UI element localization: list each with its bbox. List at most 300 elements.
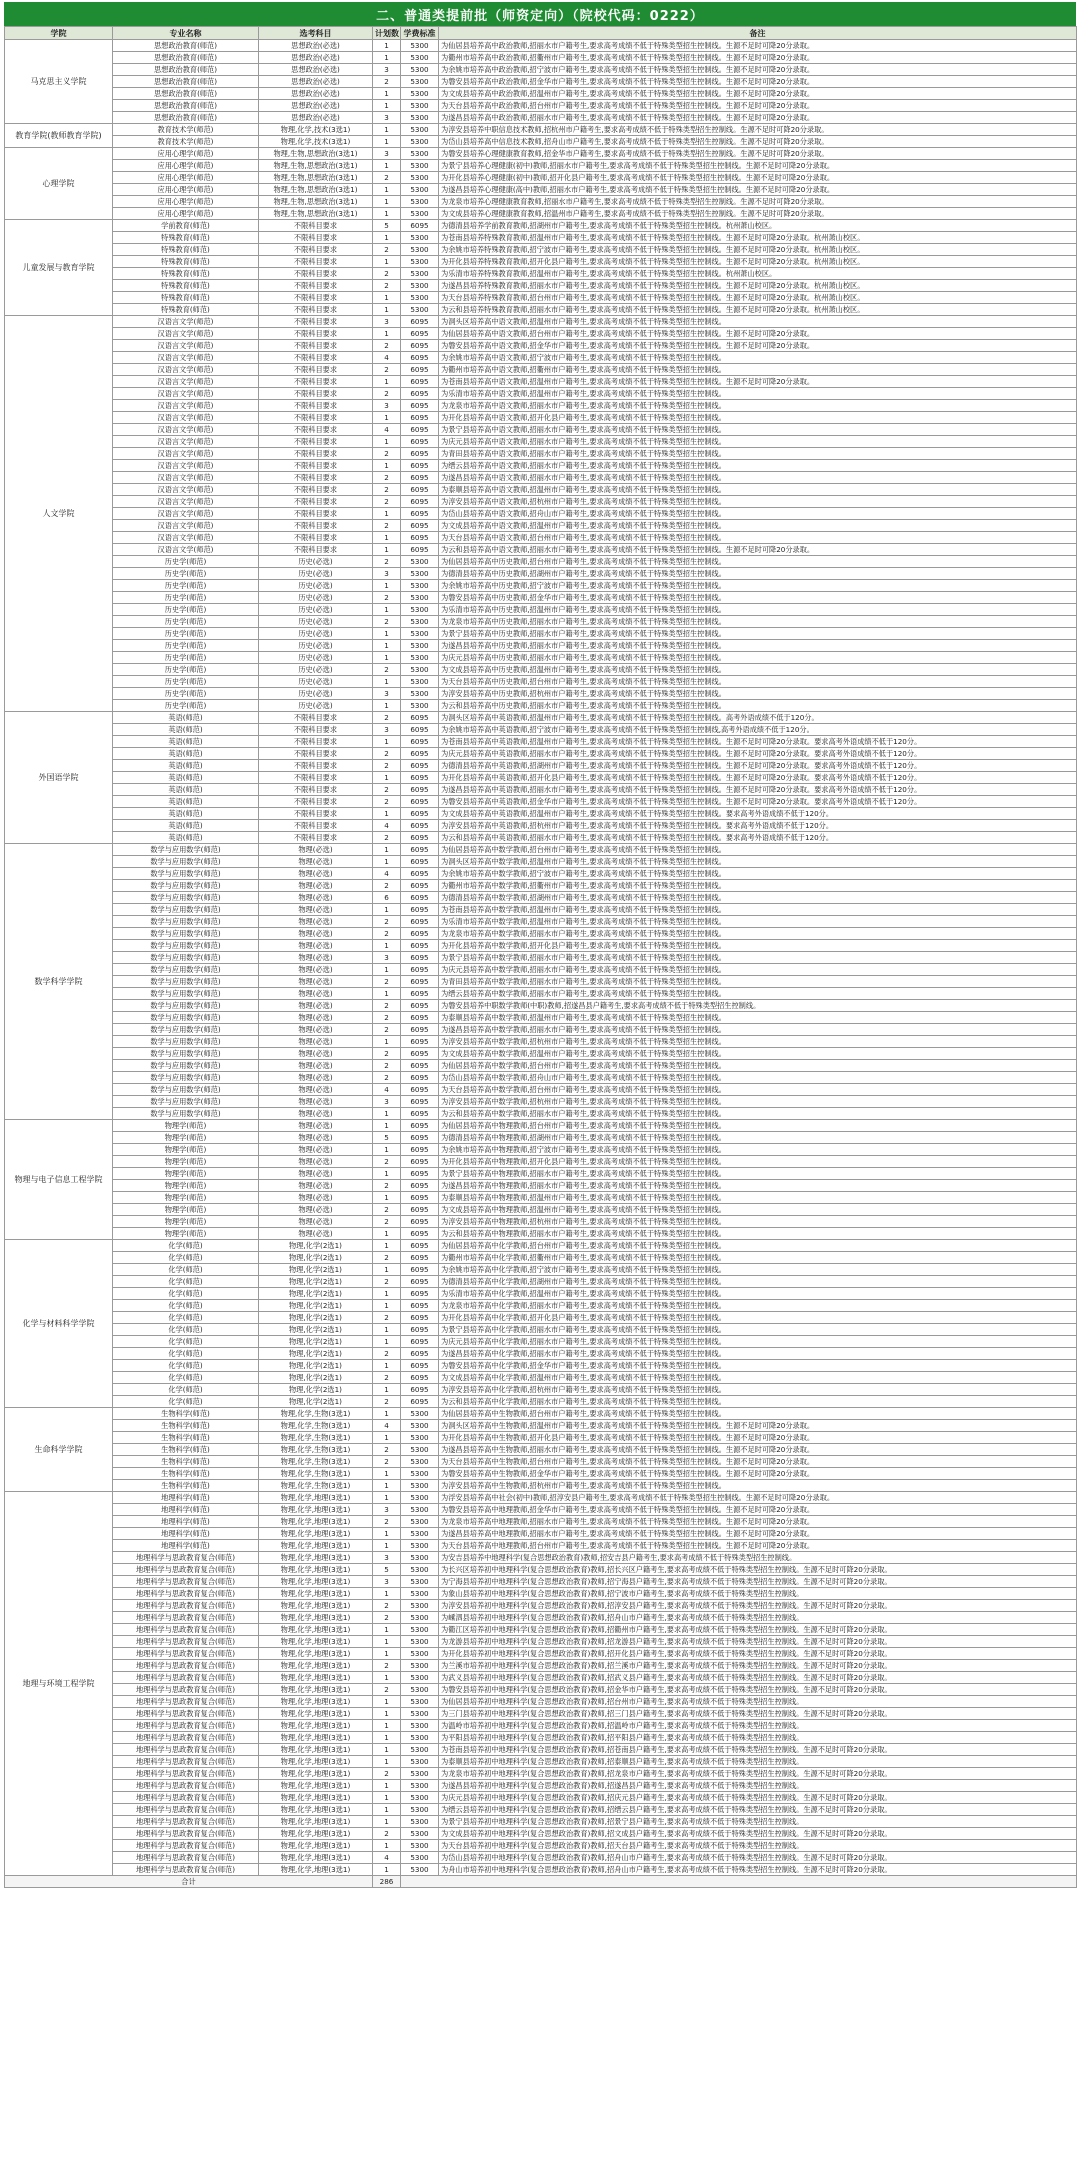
subjects-cell: 物理(必选) — [259, 1108, 373, 1120]
major-cell: 汉语言文学(师范) — [113, 364, 259, 376]
plan-count-cell: 1 — [373, 1528, 401, 1540]
plan-count-cell: 1 — [373, 292, 401, 304]
major-cell: 汉语言文学(师范) — [113, 448, 259, 460]
table-row — [5, 1048, 1077, 1060]
major-cell: 思想政治教育(师范) — [113, 52, 259, 64]
major-cell: 数学与应用数学(师范) — [113, 916, 259, 928]
table-row — [5, 1540, 1077, 1552]
tuition-cell: 6095 — [401, 1252, 439, 1264]
major-cell: 汉语言文学(师范) — [113, 460, 259, 472]
major-cell: 思想政治教育(师范) — [113, 64, 259, 76]
note-cell: 为遂昌县培养高中英语教师,招丽水市户籍考生,要求高考成绩不低于特殊类型招生控制线。生源不足时可降20分录取。要求高考外语成绩不低于120分。 — [439, 784, 1077, 796]
tuition-cell: 5300 — [401, 1708, 439, 1720]
note-cell: 为龙泉市培养高中语文教师,招丽水市户籍考生,要求高考成绩不低于特殊类型招生控制线。 — [439, 400, 1077, 412]
table-row — [5, 1840, 1077, 1852]
tuition-cell: 6095 — [401, 1060, 439, 1072]
plan-count-cell: 2 — [373, 448, 401, 460]
tuition-cell: 5300 — [401, 1564, 439, 1576]
plan-count-cell: 1 — [373, 1492, 401, 1504]
table-row — [5, 1804, 1077, 1816]
tuition-cell: 6095 — [401, 1348, 439, 1360]
note-cell: 为余姚市培养高中数学教师,招宁波市户籍考生,要求高考成绩不低于特殊类型招生控制线。 — [439, 868, 1077, 880]
subjects-cell: 物理(必选) — [259, 856, 373, 868]
tuition-cell: 6095 — [401, 508, 439, 520]
subjects-cell: 物理,化学,地理(3选1) — [259, 1588, 373, 1600]
tuition-cell: 5300 — [401, 1792, 439, 1804]
plan-count-cell: 1 — [373, 964, 401, 976]
subjects-cell: 物理,化学,技术(3选1) — [259, 124, 373, 136]
plan-count-cell: 1 — [373, 88, 401, 100]
subjects-cell: 不限科目要求 — [259, 328, 373, 340]
major-cell: 应用心理学(师范) — [113, 196, 259, 208]
tuition-cell: 6095 — [401, 736, 439, 748]
subjects-cell: 物理(必选) — [259, 1072, 373, 1084]
table-row — [5, 1684, 1077, 1696]
note-cell: 为庆元县培养高中化学教师,招丽水市户籍考生,要求高考成绩不低于特殊类型招生控制线。 — [439, 1336, 1077, 1348]
note-cell: 为泰顺县培养高中数学教师,招温州市户籍考生,要求高考成绩不低于特殊类型招生控制线。 — [439, 1012, 1077, 1024]
tuition-cell: 5300 — [401, 184, 439, 196]
table-row — [5, 328, 1077, 340]
note-cell: 为三门县培养初中地理科学(复合思想政治教育)教师,招三门县户籍考生,要求高考成绩不低于特殊类型招生控制线。生源不足时可降20分录取。 — [439, 1708, 1077, 1720]
plan-count-cell: 1 — [373, 700, 401, 712]
table-row — [5, 1396, 1077, 1408]
major-cell: 历史学(师范) — [113, 676, 259, 688]
tuition-cell: 5300 — [401, 280, 439, 292]
subjects-cell: 历史(必选) — [259, 640, 373, 652]
major-cell: 数学与应用数学(师范) — [113, 868, 259, 880]
note-cell: 为龙泉市培养高中历史教师,招丽水市户籍考生,要求高考成绩不低于特殊类型招生控制线。 — [439, 616, 1077, 628]
major-cell: 思想政治教育(师范) — [113, 40, 259, 52]
note-cell: 为云和县培养高中化学教师,招丽水市户籍考生,要求高考成绩不低于特殊类型招生控制线。 — [439, 1396, 1077, 1408]
plan-count-cell: 1 — [373, 1480, 401, 1492]
subjects-cell: 物理,化学(2选1) — [259, 1240, 373, 1252]
plan-count-cell: 4 — [373, 352, 401, 364]
major-cell: 物理学(师范) — [113, 1168, 259, 1180]
major-cell: 物理学(师范) — [113, 1120, 259, 1132]
major-cell: 教育技术学(师范) — [113, 136, 259, 148]
subjects-cell: 物理,化学,地理(3选1) — [259, 1612, 373, 1624]
plan-count-cell: 2 — [373, 1372, 401, 1384]
tuition-cell: 6095 — [401, 772, 439, 784]
plan-count-cell: 2 — [373, 1048, 401, 1060]
plan-count-cell: 1 — [373, 1540, 401, 1552]
major-cell: 数学与应用数学(师范) — [113, 856, 259, 868]
note-cell: 为宁海县培养初中地理科学(复合思想政治教育)教师,招宁海县户籍考生,要求高考成绩不低于特殊类型招生控制线。生源不足时可降20分录取。 — [439, 1576, 1077, 1588]
major-cell: 数学与应用数学(师范) — [113, 964, 259, 976]
table-row — [5, 1864, 1077, 1876]
table-row — [5, 1192, 1077, 1204]
tuition-cell: 5300 — [401, 136, 439, 148]
note-cell: 为云和县培养高中语文教师,招丽水市户籍考生,要求高考成绩不低于特殊类型招生控制线。生源不足时可降20分录取。 — [439, 544, 1077, 556]
subjects-cell: 物理(必选) — [259, 1060, 373, 1072]
note-cell: 为余姚市培养高中英语教师,招宁波市户籍考生,要求高考成绩不低于特殊类型招生控制线,高考外语成绩不低于120分。 — [439, 724, 1077, 736]
plan-count-cell: 1 — [373, 1408, 401, 1420]
major-cell: 地理科学与思政教育复合(师范) — [113, 1732, 259, 1744]
major-cell: 地理科学与思政教育复合(师范) — [113, 1828, 259, 1840]
plan-count-cell: 1 — [373, 1804, 401, 1816]
tuition-cell: 6095 — [401, 1204, 439, 1216]
tuition-cell: 6095 — [401, 1192, 439, 1204]
major-cell: 特殊教育(师范) — [113, 244, 259, 256]
major-cell: 地理科学与思政教育复合(师范) — [113, 1720, 259, 1732]
note-cell: 为洞头区培养高中数学教师,招温州市户籍考生,要求高考成绩不低于特殊类型招生控制线。 — [439, 856, 1077, 868]
table-row — [5, 1372, 1077, 1384]
tuition-cell: 5300 — [401, 268, 439, 280]
tuition-cell: 6095 — [401, 760, 439, 772]
table-row — [5, 592, 1077, 604]
plan-count-cell: 2 — [373, 1516, 401, 1528]
major-cell: 化学(师范) — [113, 1360, 259, 1372]
major-cell: 生物科学(师范) — [113, 1432, 259, 1444]
plan-count-cell: 1 — [373, 1228, 401, 1240]
subjects-cell: 不限科目要求 — [259, 712, 373, 724]
plan-count-cell: 1 — [373, 1696, 401, 1708]
tuition-cell: 5300 — [401, 1744, 439, 1756]
plan-count-cell: 2 — [373, 784, 401, 796]
subjects-cell: 不限科目要求 — [259, 280, 373, 292]
plan-count-cell: 1 — [373, 856, 401, 868]
subjects-cell: 物理,化学,地理(3选1) — [259, 1696, 373, 1708]
major-cell: 应用心理学(师范) — [113, 160, 259, 172]
note-cell: 为苍南县培养高中语文教师,招温州市户籍考生,要求高考成绩不低于特殊类型招生控制线。生源不足时可降20分录取。 — [439, 376, 1077, 388]
tuition-cell: 5300 — [401, 292, 439, 304]
table-row — [5, 1648, 1077, 1660]
plan-count-cell: 1 — [373, 940, 401, 952]
tuition-cell: 5300 — [401, 592, 439, 604]
major-cell: 生物科学(师范) — [113, 1480, 259, 1492]
plan-count-cell: 1 — [373, 1756, 401, 1768]
subjects-cell: 物理,生物,思想政治(3选1) — [259, 196, 373, 208]
major-cell: 数学与应用数学(师范) — [113, 1108, 259, 1120]
table-row — [5, 484, 1077, 496]
note-cell: 为遂昌县培养高中物理教师,招丽水市户籍考生,要求高考成绩不低于特殊类型招生控制线。 — [439, 1180, 1077, 1192]
table-row — [5, 856, 1077, 868]
major-cell: 英语(师范) — [113, 796, 259, 808]
major-cell: 化学(师范) — [113, 1348, 259, 1360]
college-cell: 马克思主义学院 — [5, 40, 113, 124]
major-cell: 物理学(师范) — [113, 1216, 259, 1228]
note-cell: 为缙云县培养初中地理科学(复合思想政治教育)教师,招缙云县户籍考生,要求高考成绩不低于特殊类型招生控制线。生源不足时可降20分录取。 — [439, 1804, 1077, 1816]
plan-count-cell: 1 — [373, 40, 401, 52]
subjects-cell: 物理,化学,地理(3选1) — [259, 1528, 373, 1540]
note-cell: 为德清县培养高中历史教师,招湖州市户籍考生,要求高考成绩不低于特殊类型招生控制线。 — [439, 568, 1077, 580]
tuition-cell: 5300 — [401, 1804, 439, 1816]
tuition-cell: 6095 — [401, 844, 439, 856]
table-row — [5, 1072, 1077, 1084]
table-row — [5, 1624, 1077, 1636]
plan-count-cell: 3 — [373, 1096, 401, 1108]
major-cell: 历史学(师范) — [113, 640, 259, 652]
subjects-cell: 物理(必选) — [259, 1120, 373, 1132]
subjects-cell: 物理,化学(2选1) — [259, 1348, 373, 1360]
table-row — [5, 1528, 1077, 1540]
plan-count-cell: 1 — [373, 304, 401, 316]
plan-count-cell: 1 — [373, 1648, 401, 1660]
table-row — [5, 1504, 1077, 1516]
table-row — [5, 352, 1077, 364]
tuition-cell: 5300 — [401, 1612, 439, 1624]
table-row — [5, 532, 1077, 544]
tuition-cell: 6095 — [401, 1324, 439, 1336]
subjects-cell: 历史(必选) — [259, 556, 373, 568]
plan-count-cell: 2 — [373, 1276, 401, 1288]
note-cell: 为洞头区培养高中语文教师,招温州市户籍考生,要求高考成绩不低于特殊类型招生控制线。 — [439, 316, 1077, 328]
tuition-cell: 6095 — [401, 316, 439, 328]
plan-count-cell: 1 — [373, 1588, 401, 1600]
tuition-cell: 5300 — [401, 1480, 439, 1492]
note-cell: 为仙居县培养高中数学教师,招台州市户籍考生,要求高考成绩不低于特殊类型招生控制线。 — [439, 844, 1077, 856]
table-row — [5, 508, 1077, 520]
major-cell: 汉语言文学(师范) — [113, 376, 259, 388]
major-cell: 数学与应用数学(师范) — [113, 892, 259, 904]
plan-count-cell: 1 — [373, 736, 401, 748]
note-cell: 为淳安县培养高中数学教师,招杭州市户籍考生,要求高考成绩不低于特殊类型招生控制线。 — [439, 1036, 1077, 1048]
subjects-cell: 思想政治(必选) — [259, 88, 373, 100]
plan-count-cell: 1 — [373, 136, 401, 148]
college-cell: 数学科学学院 — [5, 844, 113, 1120]
subjects-cell: 物理,化学,地理(3选1) — [259, 1840, 373, 1852]
subjects-cell: 物理,化学(2选1) — [259, 1360, 373, 1372]
plan-count-cell: 1 — [373, 628, 401, 640]
major-cell: 汉语言文学(师范) — [113, 412, 259, 424]
table-row — [5, 76, 1077, 88]
plan-count-cell: 1 — [373, 640, 401, 652]
subjects-cell: 不限科目要求 — [259, 760, 373, 772]
major-cell: 汉语言文学(师范) — [113, 352, 259, 364]
major-cell: 地理科学与思政教育复合(师范) — [113, 1636, 259, 1648]
subjects-cell: 物理,生物,思想政治(3选1) — [259, 172, 373, 184]
note-cell: 为淳安县培养高中化学教师,招杭州市户籍考生,要求高考成绩不低于特殊类型招生控制线。 — [439, 1384, 1077, 1396]
tuition-cell: 6095 — [401, 412, 439, 424]
subjects-cell: 物理(必选) — [259, 868, 373, 880]
subjects-cell: 物理(必选) — [259, 1228, 373, 1240]
subjects-cell: 历史(必选) — [259, 604, 373, 616]
major-cell: 数学与应用数学(师范) — [113, 1048, 259, 1060]
note-cell: 为磐安县培养高中英语教师,招金华市户籍考生,要求高考成绩不低于特殊类型招生控制线。生源不足时可降20分录取。要求高考外语成绩不低于120分。 — [439, 796, 1077, 808]
note-cell: 为磐安县培养心理健康教育教师,招金华市户籍考生,要求高考成绩不低于特殊类型招生控制线。生源不足时可降20分录取。 — [439, 148, 1077, 160]
table-row — [5, 1468, 1077, 1480]
note-cell: 为仙居县培养高中物理教师,招台州市户籍考生,要求高考成绩不低于特殊类型招生控制线。 — [439, 1120, 1077, 1132]
note-cell: 为余姚市培养特殊教育教师,招宁波市户籍考生,要求高考成绩不低于特殊类型招生控制线。生源不足时可降20分录取。杭州萧山校区。 — [439, 244, 1077, 256]
subjects-cell: 物理(必选) — [259, 964, 373, 976]
note-cell: 为舟山市培养初中地理科学(复合思想政治教育)教师,招舟山市户籍考生,要求高考成绩不低于特殊类型招生控制线。生源不足时可降20分录取。 — [439, 1864, 1077, 1876]
plan-count-cell: 4 — [373, 820, 401, 832]
table-row — [5, 1276, 1077, 1288]
table-row — [5, 1792, 1077, 1804]
plan-count-cell: 2 — [373, 1444, 401, 1456]
major-cell: 地理科学与思政教育复合(师范) — [113, 1552, 259, 1564]
subjects-cell: 物理,化学,地理(3选1) — [259, 1708, 373, 1720]
tuition-cell: 5300 — [401, 1624, 439, 1636]
tuition-cell: 5300 — [401, 1672, 439, 1684]
plan-count-cell: 2 — [373, 916, 401, 928]
header-major: 专业名称 — [113, 27, 259, 40]
major-cell: 化学(师范) — [113, 1264, 259, 1276]
note-cell: 为开化县培养特殊教育教师,招开化县户籍考生,要求高考成绩不低于特殊类型招生控制线。生源不足时可降20分录取。杭州萧山校区。 — [439, 256, 1077, 268]
tuition-cell: 5300 — [401, 124, 439, 136]
major-cell: 物理学(师范) — [113, 1132, 259, 1144]
subjects-cell: 不限科目要求 — [259, 520, 373, 532]
plan-count-cell: 2 — [373, 1456, 401, 1468]
tuition-cell: 5300 — [401, 1852, 439, 1864]
subjects-cell: 物理,化学,地理(3选1) — [259, 1720, 373, 1732]
subjects-cell: 不限科目要求 — [259, 472, 373, 484]
subjects-cell: 不限科目要求 — [259, 508, 373, 520]
major-cell: 化学(师范) — [113, 1372, 259, 1384]
tuition-cell: 5300 — [401, 1816, 439, 1828]
table-row — [5, 460, 1077, 472]
note-cell: 为开化县培养高中物理教师,招开化县户籍考生,要求高考成绩不低于特殊类型招生控制线。 — [439, 1156, 1077, 1168]
subjects-cell: 不限科目要求 — [259, 304, 373, 316]
subjects-cell: 物理,化学,地理(3选1) — [259, 1624, 373, 1636]
major-cell: 英语(师范) — [113, 784, 259, 796]
tuition-cell: 5300 — [401, 640, 439, 652]
plan-count-cell: 3 — [373, 688, 401, 700]
plan-count-cell: 2 — [373, 1684, 401, 1696]
subjects-cell: 不限科目要求 — [259, 316, 373, 328]
plan-count-cell: 1 — [373, 652, 401, 664]
table-row — [5, 1120, 1077, 1132]
note-cell: 为衢江区培养初中地理科学(复合思想政治教育)教师,招衢州市户籍考生,要求高考成绩不低于特殊类型招生控制线。生源不足时可降20分录取。 — [439, 1624, 1077, 1636]
subjects-cell: 不限科目要求 — [259, 484, 373, 496]
note-cell: 为仙居县培养初中地理科学(复合思想政治教育)教师,招台州市户籍考生,要求高考成绩不低于特殊类型招生控制线。 — [439, 1696, 1077, 1708]
table-row — [5, 1324, 1077, 1336]
major-cell: 地理科学与思政教育复合(师范) — [113, 1672, 259, 1684]
major-cell: 地理科学与思政教育复合(师范) — [113, 1684, 259, 1696]
table-row — [5, 796, 1077, 808]
subjects-cell: 不限科目要求 — [259, 832, 373, 844]
note-cell: 为淳安县培养高中物理教师,招杭州市户籍考生,要求高考成绩不低于特殊类型招生控制线。 — [439, 1216, 1077, 1228]
tuition-cell: 6095 — [401, 1336, 439, 1348]
major-cell: 化学(师范) — [113, 1324, 259, 1336]
tuition-cell: 5300 — [401, 1648, 439, 1660]
table-row — [5, 1108, 1077, 1120]
table-row — [5, 64, 1077, 76]
plan-count-cell: 2 — [373, 1312, 401, 1324]
note-cell: 为嵊泗县培养初中地理科学(复合思想政治教育)教师,招舟山市户籍考生,要求高考成绩不低于特殊类型招生控制线。 — [439, 1612, 1077, 1624]
major-cell: 化学(师范) — [113, 1276, 259, 1288]
table-row — [5, 628, 1077, 640]
plan-count-cell: 1 — [373, 52, 401, 64]
table-row — [5, 172, 1077, 184]
table-row — [5, 112, 1077, 124]
plan-count-cell: 1 — [373, 1192, 401, 1204]
header-subjects: 选考科目 — [259, 27, 373, 40]
college-cell: 外国语学院 — [5, 712, 113, 844]
tuition-cell: 5300 — [401, 232, 439, 244]
table-row — [5, 1672, 1077, 1684]
note-cell: 为云和县培养高中数学教师,招丽水市户籍考生,要求高考成绩不低于特殊类型招生控制线。 — [439, 1108, 1077, 1120]
tuition-cell: 6095 — [401, 1108, 439, 1120]
tuition-cell: 6095 — [401, 976, 439, 988]
table-row — [5, 940, 1077, 952]
tuition-cell: 5300 — [401, 568, 439, 580]
table-row — [5, 400, 1077, 412]
major-cell: 英语(师范) — [113, 712, 259, 724]
subjects-cell: 不限科目要求 — [259, 388, 373, 400]
subjects-cell: 不限科目要求 — [259, 748, 373, 760]
plan-count-cell: 1 — [373, 232, 401, 244]
note-cell: 为缙云县培养高中语文教师,招丽水市户籍考生,要求高考成绩不低于特殊类型招生控制线。 — [439, 460, 1077, 472]
note-cell: 为乐清市培养高中历史教师,招温州市户籍考生,要求高考成绩不低于特殊类型招生控制线。 — [439, 604, 1077, 616]
subjects-cell: 物理,化学,地理(3选1) — [259, 1864, 373, 1876]
note-cell: 为余姚市培养高中政治教师,招宁波市户籍考生,要求高考成绩不低于特殊类型招生控制线。生源不足时可降20分录取。 — [439, 64, 1077, 76]
plan-count-cell: 1 — [373, 604, 401, 616]
subjects-cell: 历史(必选) — [259, 688, 373, 700]
table-row — [5, 388, 1077, 400]
plan-count-cell: 1 — [373, 1168, 401, 1180]
subjects-cell: 不限科目要求 — [259, 808, 373, 820]
table-row — [5, 916, 1077, 928]
major-cell: 地理科学与思政教育复合(师范) — [113, 1600, 259, 1612]
subjects-cell: 物理,生物,思想政治(3选1) — [259, 184, 373, 196]
plan-count-cell: 4 — [373, 1084, 401, 1096]
note-cell: 为磐安县培养高中地理教师,招金华市户籍考生,要求高考成绩不低于特殊类型招生控制线。生源不足时可降20分录取。 — [439, 1504, 1077, 1516]
subjects-cell: 物理,化学,地理(3选1) — [259, 1540, 373, 1552]
major-cell: 数学与应用数学(师范) — [113, 976, 259, 988]
note-cell: 为文成县培养初中地理科学(复合思想政治教育)教师,招文成县户籍考生,要求高考成绩不低于特殊类型招生控制线。生源不足时可降20分录取。 — [439, 1828, 1077, 1840]
plan-count-cell: 3 — [373, 148, 401, 160]
table-row — [5, 208, 1077, 220]
major-cell: 历史学(师范) — [113, 592, 259, 604]
tuition-cell: 6095 — [401, 1096, 439, 1108]
note-cell: 为淳安县培养高中历史教师,招杭州市户籍考生,要求高考成绩不低于特殊类型招生控制线。 — [439, 688, 1077, 700]
major-cell: 历史学(师范) — [113, 664, 259, 676]
major-cell: 历史学(师范) — [113, 688, 259, 700]
subjects-cell: 物理,化学,地理(3选1) — [259, 1504, 373, 1516]
subjects-cell: 不限科目要求 — [259, 376, 373, 388]
tuition-cell: 6095 — [401, 1084, 439, 1096]
table-row — [5, 1456, 1077, 1468]
tuition-cell: 5300 — [401, 244, 439, 256]
subjects-cell: 物理(必选) — [259, 1168, 373, 1180]
subjects-cell: 物理,化学,地理(3选1) — [259, 1636, 373, 1648]
major-cell: 汉语言文学(师范) — [113, 532, 259, 544]
tuition-cell: 6095 — [401, 712, 439, 724]
plan-count-cell: 1 — [373, 1036, 401, 1048]
major-cell: 特殊教育(师范) — [113, 268, 259, 280]
plan-count-cell: 2 — [373, 616, 401, 628]
major-cell: 汉语言文学(师范) — [113, 388, 259, 400]
note-cell: 为安吉县培养中地理科学(复合思想政治教育)教师,招安吉县户籍考生,要求高考成绩不低于特殊类型招生控制线。 — [439, 1552, 1077, 1564]
subjects-cell: 历史(必选) — [259, 616, 373, 628]
subjects-cell: 物理,化学,地理(3选1) — [259, 1816, 373, 1828]
tuition-cell: 5300 — [401, 304, 439, 316]
tuition-cell: 5300 — [401, 1540, 439, 1552]
subjects-cell: 物理(必选) — [259, 1000, 373, 1012]
plan-count-cell: 1 — [373, 412, 401, 424]
subjects-cell: 物理,化学,技术(3选1) — [259, 136, 373, 148]
subjects-cell: 物理,生物,思想政治(3选1) — [259, 160, 373, 172]
table-row — [5, 568, 1077, 580]
table-row — [5, 1204, 1077, 1216]
plan-count-cell: 3 — [373, 952, 401, 964]
plan-count-cell: 2 — [373, 1600, 401, 1612]
subjects-cell: 不限科目要求 — [259, 364, 373, 376]
tuition-cell: 6095 — [401, 868, 439, 880]
subjects-cell: 物理,生物,思想政治(3选1) — [259, 148, 373, 160]
note-cell: 为遂昌县培养高中政治教师,招丽水市户籍考生,要求高考成绩不低于特殊类型招生控制线。生源不足时可降20分录取。 — [439, 112, 1077, 124]
note-cell: 为温岭市培养初中地理科学(复合思想政治教育)教师,招温岭市户籍考生,要求高考成绩不低于特殊类型招生控制线。 — [439, 1720, 1077, 1732]
college-cell: 儿童发展与教育学院 — [5, 220, 113, 316]
table-row — [5, 1336, 1077, 1348]
subjects-cell: 不限科目要求 — [259, 544, 373, 556]
subjects-cell: 不限科目要求 — [259, 460, 373, 472]
subjects-cell: 不限科目要求 — [259, 436, 373, 448]
major-cell: 数学与应用数学(师范) — [113, 940, 259, 952]
plan-count-cell: 2 — [373, 340, 401, 352]
tuition-cell: 6095 — [401, 1216, 439, 1228]
